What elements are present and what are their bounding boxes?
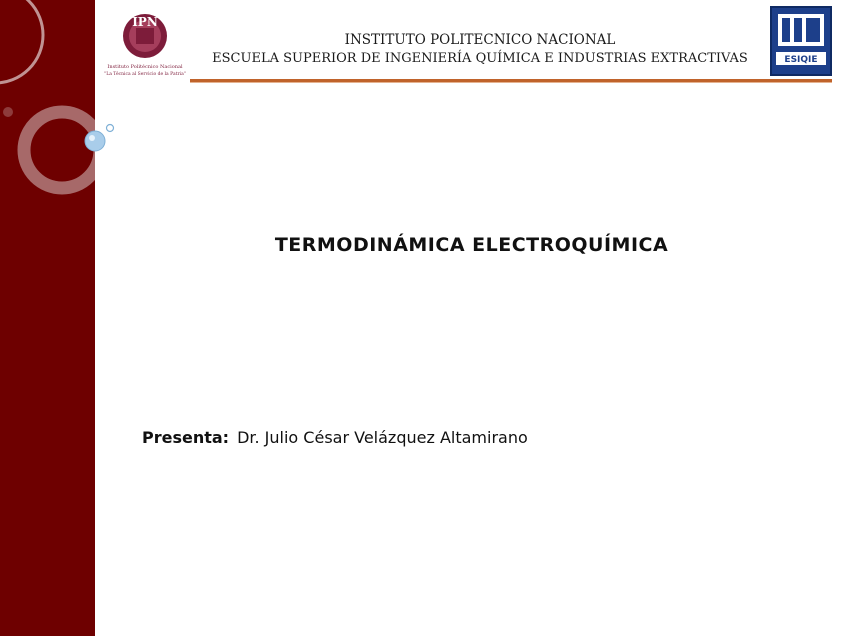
- esiqie-logo-mark: ESIQIE: [784, 55, 818, 65]
- presenter-label: Presenta:: [142, 428, 230, 447]
- presenter-name: Dr. Julio César Velázquez Altamirano: [237, 428, 528, 447]
- bubble-icon: [82, 120, 117, 156]
- school-name: ESCUELA SUPERIOR DE INGENIERÍA QUÍMICA E INDUSTRIAS EXTRACTIVAS: [212, 51, 748, 66]
- ipn-logo-icon: [100, 6, 195, 78]
- presenter-line: [142, 428, 528, 447]
- decorative-sidebar: [0, 0, 95, 636]
- ipn-logo-caption-2: "La Técnica al Servicio de la Patria": [104, 72, 186, 77]
- ipn-logo-caption-1: Instituto Politécnico Nacional: [107, 64, 183, 70]
- header-divider-shadow: [190, 82, 832, 83]
- decorative-rings-icon: [0, 0, 95, 636]
- slide-title: TERMODINÁMICA ELECTROQUÍMICA: [274, 234, 669, 256]
- ipn-logo-mark: IPN: [132, 15, 158, 29]
- institute-name: INSTITUTO POLITECNICO NACIONAL: [344, 32, 616, 48]
- esiqie-logo-icon: [770, 6, 832, 76]
